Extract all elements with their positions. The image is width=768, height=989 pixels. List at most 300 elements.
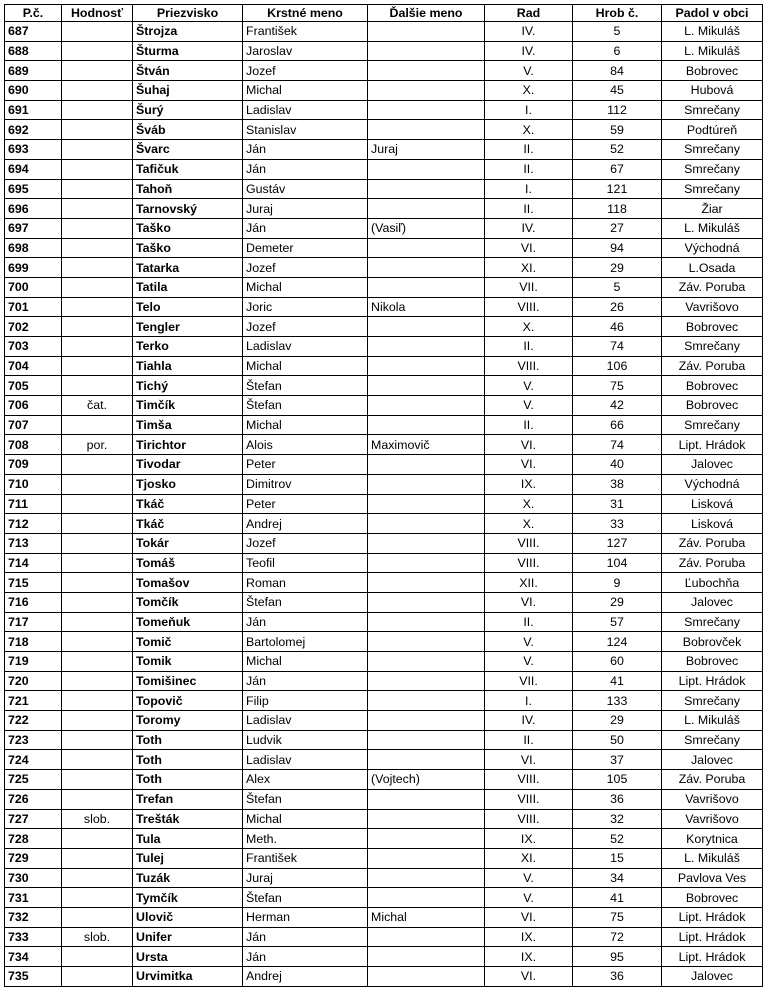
cell-place-fallen: Lisková xyxy=(662,514,763,534)
cell-number: 728 xyxy=(5,829,62,849)
cell-rank xyxy=(62,258,133,278)
cell-surname: Tokár xyxy=(133,533,243,553)
table-row xyxy=(5,848,763,868)
cell-other-name xyxy=(368,159,485,179)
table-row xyxy=(5,297,763,317)
cell-other-name xyxy=(368,612,485,632)
cell-grave-number: 27 xyxy=(573,218,662,238)
cell-grave-number: 106 xyxy=(573,356,662,376)
cell-place-fallen: Bobrovec xyxy=(662,652,763,672)
cell-rank xyxy=(62,907,133,927)
cell-rank: čat. xyxy=(62,396,133,416)
cell-other-name xyxy=(368,888,485,908)
header-number: P.č. xyxy=(5,5,62,22)
cell-rank xyxy=(62,238,133,258)
table-row xyxy=(5,337,763,357)
cell-first-name: Štefan xyxy=(243,789,368,809)
cell-number: 723 xyxy=(5,730,62,750)
cell-grave-number: 37 xyxy=(573,750,662,770)
table-row xyxy=(5,415,763,435)
header-place-fallen: Padol v obci xyxy=(662,5,763,22)
cell-number: 722 xyxy=(5,711,62,731)
cell-rank xyxy=(62,789,133,809)
cell-other-name xyxy=(368,22,485,42)
cell-grave-number: 75 xyxy=(573,376,662,396)
cell-surname: Štrojza xyxy=(133,22,243,42)
table-row xyxy=(5,789,763,809)
cell-order: V. xyxy=(485,652,573,672)
cell-place-fallen: Pavlova Ves xyxy=(662,868,763,888)
cell-rank xyxy=(62,455,133,475)
cell-order: II. xyxy=(485,199,573,219)
cell-place-fallen: Žiar xyxy=(662,199,763,219)
cell-number: 729 xyxy=(5,848,62,868)
cell-first-name: Michal xyxy=(243,277,368,297)
cell-first-name: Jozef xyxy=(243,533,368,553)
cell-order: XI. xyxy=(485,848,573,868)
cell-first-name: Ján xyxy=(243,947,368,967)
cell-place-fallen: Smrečany xyxy=(662,159,763,179)
cell-grave-number: 29 xyxy=(573,592,662,612)
cell-number: 708 xyxy=(5,435,62,455)
cell-number: 733 xyxy=(5,927,62,947)
table-row xyxy=(5,652,763,672)
cell-first-name: Ján xyxy=(243,927,368,947)
cell-number: 716 xyxy=(5,592,62,612)
cell-order: XII. xyxy=(485,573,573,593)
cell-grave-number: 15 xyxy=(573,848,662,868)
table-row xyxy=(5,238,763,258)
table-row xyxy=(5,750,763,770)
cell-number: 726 xyxy=(5,789,62,809)
cell-rank xyxy=(62,868,133,888)
table-row xyxy=(5,41,763,61)
cell-number: 702 xyxy=(5,317,62,337)
cell-place-fallen: Záv. Poruba xyxy=(662,533,763,553)
header-surname: Priezvisko xyxy=(133,5,243,22)
cell-order: X. xyxy=(485,120,573,140)
cell-surname: Štván xyxy=(133,61,243,81)
cell-grave-number: 52 xyxy=(573,140,662,160)
cell-rank xyxy=(62,553,133,573)
table-row xyxy=(5,553,763,573)
cell-first-name: František xyxy=(243,848,368,868)
cell-place-fallen: Smrečany xyxy=(662,691,763,711)
cell-surname: Topovič xyxy=(133,691,243,711)
cell-rank xyxy=(62,199,133,219)
cell-grave-number: 41 xyxy=(573,671,662,691)
cell-place-fallen: Bobrovec xyxy=(662,888,763,908)
table-row xyxy=(5,356,763,376)
cell-number: 724 xyxy=(5,750,62,770)
cell-other-name xyxy=(368,533,485,553)
cell-number: 701 xyxy=(5,297,62,317)
cell-other-name xyxy=(368,514,485,534)
cell-first-name: Peter xyxy=(243,455,368,475)
cell-order: II. xyxy=(485,730,573,750)
cell-place-fallen: Záv. Poruba xyxy=(662,277,763,297)
cell-number: 731 xyxy=(5,888,62,908)
table-row xyxy=(5,612,763,632)
cell-place-fallen: Záv. Poruba xyxy=(662,356,763,376)
cell-first-name: Teofil xyxy=(243,553,368,573)
cell-first-name: Andrej xyxy=(243,514,368,534)
cell-place-fallen: Východná xyxy=(662,474,763,494)
cell-other-name xyxy=(368,829,485,849)
cell-number: 691 xyxy=(5,100,62,120)
cell-order: II. xyxy=(485,159,573,179)
cell-grave-number: 67 xyxy=(573,159,662,179)
cell-order: V. xyxy=(485,376,573,396)
cell-order: VI. xyxy=(485,592,573,612)
cell-surname: Tomišinec xyxy=(133,671,243,691)
cell-surname: Toth xyxy=(133,730,243,750)
cell-rank xyxy=(62,337,133,357)
cell-number: 696 xyxy=(5,199,62,219)
cell-place-fallen: Vavrišovo xyxy=(662,809,763,829)
table-row xyxy=(5,435,763,455)
cell-first-name: Štefan xyxy=(243,376,368,396)
cell-surname: Tivodar xyxy=(133,455,243,475)
cell-other-name xyxy=(368,455,485,475)
cell-surname: Šturma xyxy=(133,41,243,61)
cell-grave-number: 32 xyxy=(573,809,662,829)
cell-rank xyxy=(62,297,133,317)
cell-order: II. xyxy=(485,612,573,632)
table-row xyxy=(5,396,763,416)
cell-number: 688 xyxy=(5,41,62,61)
cell-order: VIII. xyxy=(485,809,573,829)
cell-other-name xyxy=(368,494,485,514)
cell-surname: Unifer xyxy=(133,927,243,947)
cell-rank: por. xyxy=(62,435,133,455)
cell-first-name: Herman xyxy=(243,907,368,927)
cell-other-name xyxy=(368,81,485,101)
cell-order: V. xyxy=(485,888,573,908)
header-grave-number: Hrob č. xyxy=(573,5,662,22)
header-first-name: Krstné meno xyxy=(243,5,368,22)
cell-number: 693 xyxy=(5,140,62,160)
cell-rank xyxy=(62,22,133,42)
cell-rank xyxy=(62,41,133,61)
cell-other-name xyxy=(368,652,485,672)
cell-place-fallen: L. Mikuláš xyxy=(662,848,763,868)
cell-grave-number: 36 xyxy=(573,789,662,809)
cell-first-name: Stanislav xyxy=(243,120,368,140)
cell-place-fallen: Jalovec xyxy=(662,592,763,612)
cell-rank xyxy=(62,711,133,731)
cell-number: 699 xyxy=(5,258,62,278)
cell-other-name xyxy=(368,711,485,731)
cell-rank xyxy=(62,179,133,199)
cell-surname: Terko xyxy=(133,337,243,357)
table-row xyxy=(5,159,763,179)
cell-place-fallen: Lisková xyxy=(662,494,763,514)
cell-grave-number: 46 xyxy=(573,317,662,337)
cell-rank xyxy=(62,592,133,612)
cell-other-name xyxy=(368,337,485,357)
cell-number: 719 xyxy=(5,652,62,672)
cell-place-fallen: Smrečany xyxy=(662,612,763,632)
cell-first-name: František xyxy=(243,22,368,42)
cell-order: VI. xyxy=(485,238,573,258)
cell-place-fallen: Bobrovec xyxy=(662,61,763,81)
cell-grave-number: 36 xyxy=(573,967,662,987)
cell-order: XI. xyxy=(485,258,573,278)
cell-rank xyxy=(62,967,133,987)
cell-other-name: (Vasiľ) xyxy=(368,218,485,238)
cell-rank xyxy=(62,61,133,81)
cell-other-name xyxy=(368,199,485,219)
cell-place-fallen: Podtúreň xyxy=(662,120,763,140)
table-row xyxy=(5,258,763,278)
cell-other-name xyxy=(368,868,485,888)
table-row xyxy=(5,61,763,81)
cell-other-name xyxy=(368,100,485,120)
cell-other-name xyxy=(368,61,485,81)
cell-surname: Tirichtor xyxy=(133,435,243,455)
cell-place-fallen: Jalovec xyxy=(662,750,763,770)
cell-surname: Tjosko xyxy=(133,474,243,494)
cell-surname: Toth xyxy=(133,750,243,770)
cell-other-name: Maximovič xyxy=(368,435,485,455)
cell-number: 710 xyxy=(5,474,62,494)
cell-first-name: Michal xyxy=(243,415,368,435)
cell-surname: Šuhaj xyxy=(133,81,243,101)
cell-grave-number: 50 xyxy=(573,730,662,750)
cell-first-name: Ladislav xyxy=(243,750,368,770)
table-row xyxy=(5,22,763,42)
cell-rank xyxy=(62,81,133,101)
cell-order: V. xyxy=(485,868,573,888)
cell-order: VIII. xyxy=(485,297,573,317)
cell-order: IX. xyxy=(485,474,573,494)
cell-other-name xyxy=(368,415,485,435)
cell-grave-number: 84 xyxy=(573,61,662,81)
cell-rank xyxy=(62,632,133,652)
cell-other-name xyxy=(368,947,485,967)
cell-place-fallen: L. Mikuláš xyxy=(662,22,763,42)
cell-rank xyxy=(62,415,133,435)
cell-order: VI. xyxy=(485,967,573,987)
cell-surname: Tomič xyxy=(133,632,243,652)
cell-first-name: Štefan xyxy=(243,592,368,612)
cell-first-name: Jozef xyxy=(243,258,368,278)
cell-grave-number: 45 xyxy=(573,81,662,101)
cell-grave-number: 33 xyxy=(573,514,662,534)
cell-grave-number: 104 xyxy=(573,553,662,573)
cell-grave-number: 9 xyxy=(573,573,662,593)
cell-order: VII. xyxy=(485,671,573,691)
cell-rank xyxy=(62,652,133,672)
table-row xyxy=(5,455,763,475)
cell-rank xyxy=(62,750,133,770)
cell-surname: Trešták xyxy=(133,809,243,829)
cell-order: VIII. xyxy=(485,356,573,376)
cell-place-fallen: L. Mikuláš xyxy=(662,711,763,731)
cell-other-name xyxy=(368,474,485,494)
cell-other-name xyxy=(368,632,485,652)
cell-rank xyxy=(62,533,133,553)
cell-surname: Tarnovský xyxy=(133,199,243,219)
cell-number: 712 xyxy=(5,514,62,534)
cell-other-name xyxy=(368,179,485,199)
cell-place-fallen: Vavrišovo xyxy=(662,789,763,809)
cell-place-fallen: L. Mikuláš xyxy=(662,41,763,61)
cell-first-name: Filip xyxy=(243,691,368,711)
cell-surname: Tafičuk xyxy=(133,159,243,179)
cell-place-fallen: Záv. Poruba xyxy=(662,770,763,790)
cell-place-fallen: Ľubochňa xyxy=(662,573,763,593)
cell-surname: Toromy xyxy=(133,711,243,731)
cell-first-name: Ján xyxy=(243,159,368,179)
cell-place-fallen: Smrečany xyxy=(662,337,763,357)
cell-rank xyxy=(62,573,133,593)
cell-order: VIII. xyxy=(485,789,573,809)
cell-rank xyxy=(62,829,133,849)
table-row xyxy=(5,474,763,494)
cell-place-fallen: Bobrovec xyxy=(662,376,763,396)
cell-other-name xyxy=(368,553,485,573)
cell-surname: Tatarka xyxy=(133,258,243,278)
cell-grave-number: 112 xyxy=(573,100,662,120)
table-row xyxy=(5,533,763,553)
cell-grave-number: 95 xyxy=(573,947,662,967)
cell-order: X. xyxy=(485,81,573,101)
cell-other-name xyxy=(368,809,485,829)
cell-order: X. xyxy=(485,514,573,534)
cell-order: II. xyxy=(485,140,573,160)
cell-other-name: Nikola xyxy=(368,297,485,317)
cell-other-name xyxy=(368,789,485,809)
cell-surname: Taško xyxy=(133,218,243,238)
cell-number: 706 xyxy=(5,396,62,416)
cell-number: 720 xyxy=(5,671,62,691)
cell-first-name: Ludvik xyxy=(243,730,368,750)
cell-order: I. xyxy=(485,179,573,199)
table-row xyxy=(5,770,763,790)
table-row xyxy=(5,907,763,927)
cell-surname: Šurý xyxy=(133,100,243,120)
cell-number: 725 xyxy=(5,770,62,790)
table-row xyxy=(5,277,763,297)
table-row xyxy=(5,592,763,612)
cell-surname: Tichý xyxy=(133,376,243,396)
cell-place-fallen: Východná xyxy=(662,238,763,258)
table-row xyxy=(5,711,763,731)
cell-order: VIII. xyxy=(485,533,573,553)
cell-grave-number: 60 xyxy=(573,652,662,672)
cell-grave-number: 94 xyxy=(573,238,662,258)
cell-grave-number: 124 xyxy=(573,632,662,652)
cell-surname: Švarc xyxy=(133,140,243,160)
cell-number: 727 xyxy=(5,809,62,829)
cell-number: 692 xyxy=(5,120,62,140)
cell-surname: Tomáš xyxy=(133,553,243,573)
cell-order: II. xyxy=(485,337,573,357)
cell-number: 694 xyxy=(5,159,62,179)
cell-place-fallen: Jalovec xyxy=(662,967,763,987)
cell-place-fallen: Smrečany xyxy=(662,100,763,120)
cell-grave-number: 52 xyxy=(573,829,662,849)
cell-rank xyxy=(62,730,133,750)
cell-surname: Tuzák xyxy=(133,868,243,888)
cell-grave-number: 121 xyxy=(573,179,662,199)
cell-rank xyxy=(62,947,133,967)
table-row xyxy=(5,514,763,534)
cell-grave-number: 118 xyxy=(573,199,662,219)
cell-number: 718 xyxy=(5,632,62,652)
table-row xyxy=(5,179,763,199)
cell-first-name: Roman xyxy=(243,573,368,593)
cell-grave-number: 5 xyxy=(573,277,662,297)
cell-grave-number: 29 xyxy=(573,258,662,278)
table-header-row xyxy=(5,5,763,22)
cell-other-name xyxy=(368,238,485,258)
cell-number: 697 xyxy=(5,218,62,238)
cell-surname: Tengler xyxy=(133,317,243,337)
cell-surname: Telo xyxy=(133,297,243,317)
cell-order: V. xyxy=(485,632,573,652)
cell-grave-number: 34 xyxy=(573,868,662,888)
header-order: Rad xyxy=(485,5,573,22)
cell-first-name: Gustáv xyxy=(243,179,368,199)
cell-surname: Tkáč xyxy=(133,514,243,534)
cell-first-name: Ján xyxy=(243,140,368,160)
cell-first-name: Ján xyxy=(243,671,368,691)
cell-other-name xyxy=(368,691,485,711)
cell-number: 730 xyxy=(5,868,62,888)
cell-place-fallen: Vavrišovo xyxy=(662,297,763,317)
cell-place-fallen: Jalovec xyxy=(662,455,763,475)
cell-other-name xyxy=(368,750,485,770)
table-row xyxy=(5,120,763,140)
cell-rank xyxy=(62,474,133,494)
cell-other-name xyxy=(368,317,485,337)
cell-surname: Taško xyxy=(133,238,243,258)
table-row xyxy=(5,100,763,120)
cell-rank xyxy=(62,218,133,238)
table-row xyxy=(5,967,763,987)
cell-grave-number: 127 xyxy=(573,533,662,553)
cell-other-name xyxy=(368,730,485,750)
cell-place-fallen: Smrečany xyxy=(662,415,763,435)
table-row xyxy=(5,809,763,829)
cell-order: V. xyxy=(485,61,573,81)
cell-first-name: Ján xyxy=(243,218,368,238)
cell-number: 703 xyxy=(5,337,62,357)
cell-number: 717 xyxy=(5,612,62,632)
cell-rank xyxy=(62,888,133,908)
cell-rank: slob. xyxy=(62,927,133,947)
cell-place-fallen: Hubová xyxy=(662,81,763,101)
cell-first-name: Jozef xyxy=(243,317,368,337)
cell-number: 690 xyxy=(5,81,62,101)
cell-grave-number: 74 xyxy=(573,337,662,357)
cell-grave-number: 38 xyxy=(573,474,662,494)
cell-other-name xyxy=(368,573,485,593)
cell-order: II. xyxy=(485,415,573,435)
cell-place-fallen: Bobrovček xyxy=(662,632,763,652)
cell-grave-number: 5 xyxy=(573,22,662,42)
cell-grave-number: 72 xyxy=(573,927,662,947)
cell-order: IX. xyxy=(485,927,573,947)
table-row xyxy=(5,829,763,849)
cell-other-name xyxy=(368,671,485,691)
cell-order: V. xyxy=(485,396,573,416)
cell-grave-number: 105 xyxy=(573,770,662,790)
cell-rank xyxy=(62,671,133,691)
